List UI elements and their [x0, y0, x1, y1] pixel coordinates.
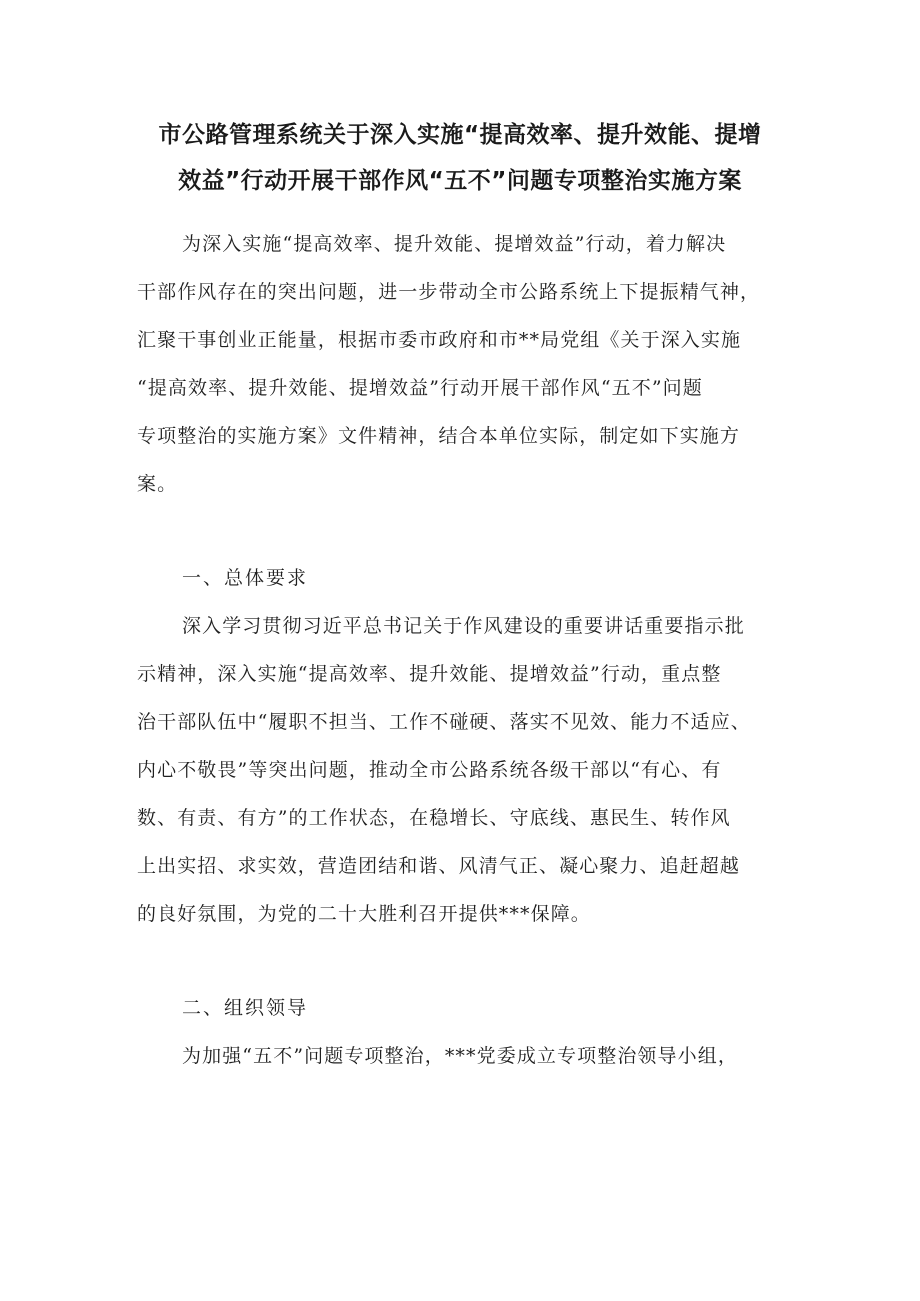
section1-line-7: 的良好氛围，为党的二十大胜利召开提供***保障。: [137, 903, 591, 925]
section1-heading: 一、总体要求: [182, 567, 309, 589]
section2-heading: 二、组织领导: [182, 997, 309, 1019]
section1-line-6: 上出实招、求实效，营造团结和谐、风清气正、凝心聚力、追赶超越: [137, 855, 741, 877]
section2-line-1: 为加强“五不”问题专项整治，***党委成立专项整治领导小组，: [182, 1045, 738, 1067]
section1-line-1: 深入学习贯彻习近平总书记关于作风建设的重要讲话重要指示批: [182, 615, 745, 637]
section1-line-4: 内心不敬畏”等突出问题，推动全市公路系统各级干部以“有心、有: [137, 759, 722, 781]
intro-line-5: 专项整治的实施方案》文件精神，结合本单位实际，制定如下实施方: [137, 425, 741, 447]
intro-line-4: “提高效率、提升效能、提增效益”行动开展干部作风“五不”问题: [137, 377, 703, 399]
intro-line-1: 为深入实施“提高效率、提升效能、提增效益”行动，着力解决: [182, 233, 727, 255]
section1-line-3: 治干部队伍中“履职不担当、工作不碰硬、落实不见效、能力不适应、: [137, 711, 751, 733]
intro-line-2: 干部作风存在的突出问题，进一步带动全市公路系统上下提振精气神，: [137, 281, 761, 303]
section1-line-2: 示精神，深入实施“提高效率、提升效能、提增效益”行动，重点整: [137, 663, 722, 685]
intro-line-3: 汇聚干事创业正能量，根据市委市政府和市**局党组《关于深入实施: [137, 329, 742, 351]
section1-line-5: 数、有责、有方”的工作状态，在稳增长、守底线、惠民生、转作风: [137, 807, 731, 829]
document-title-line-1: 市公路管理系统关于深入实施“提高效率、提升效能、提增: [158, 122, 762, 148]
intro-line-6: 案。: [137, 473, 178, 495]
document-title-line-2: 效益”行动开展干部作风“五不”问题专项整治实施方案: [178, 168, 742, 194]
